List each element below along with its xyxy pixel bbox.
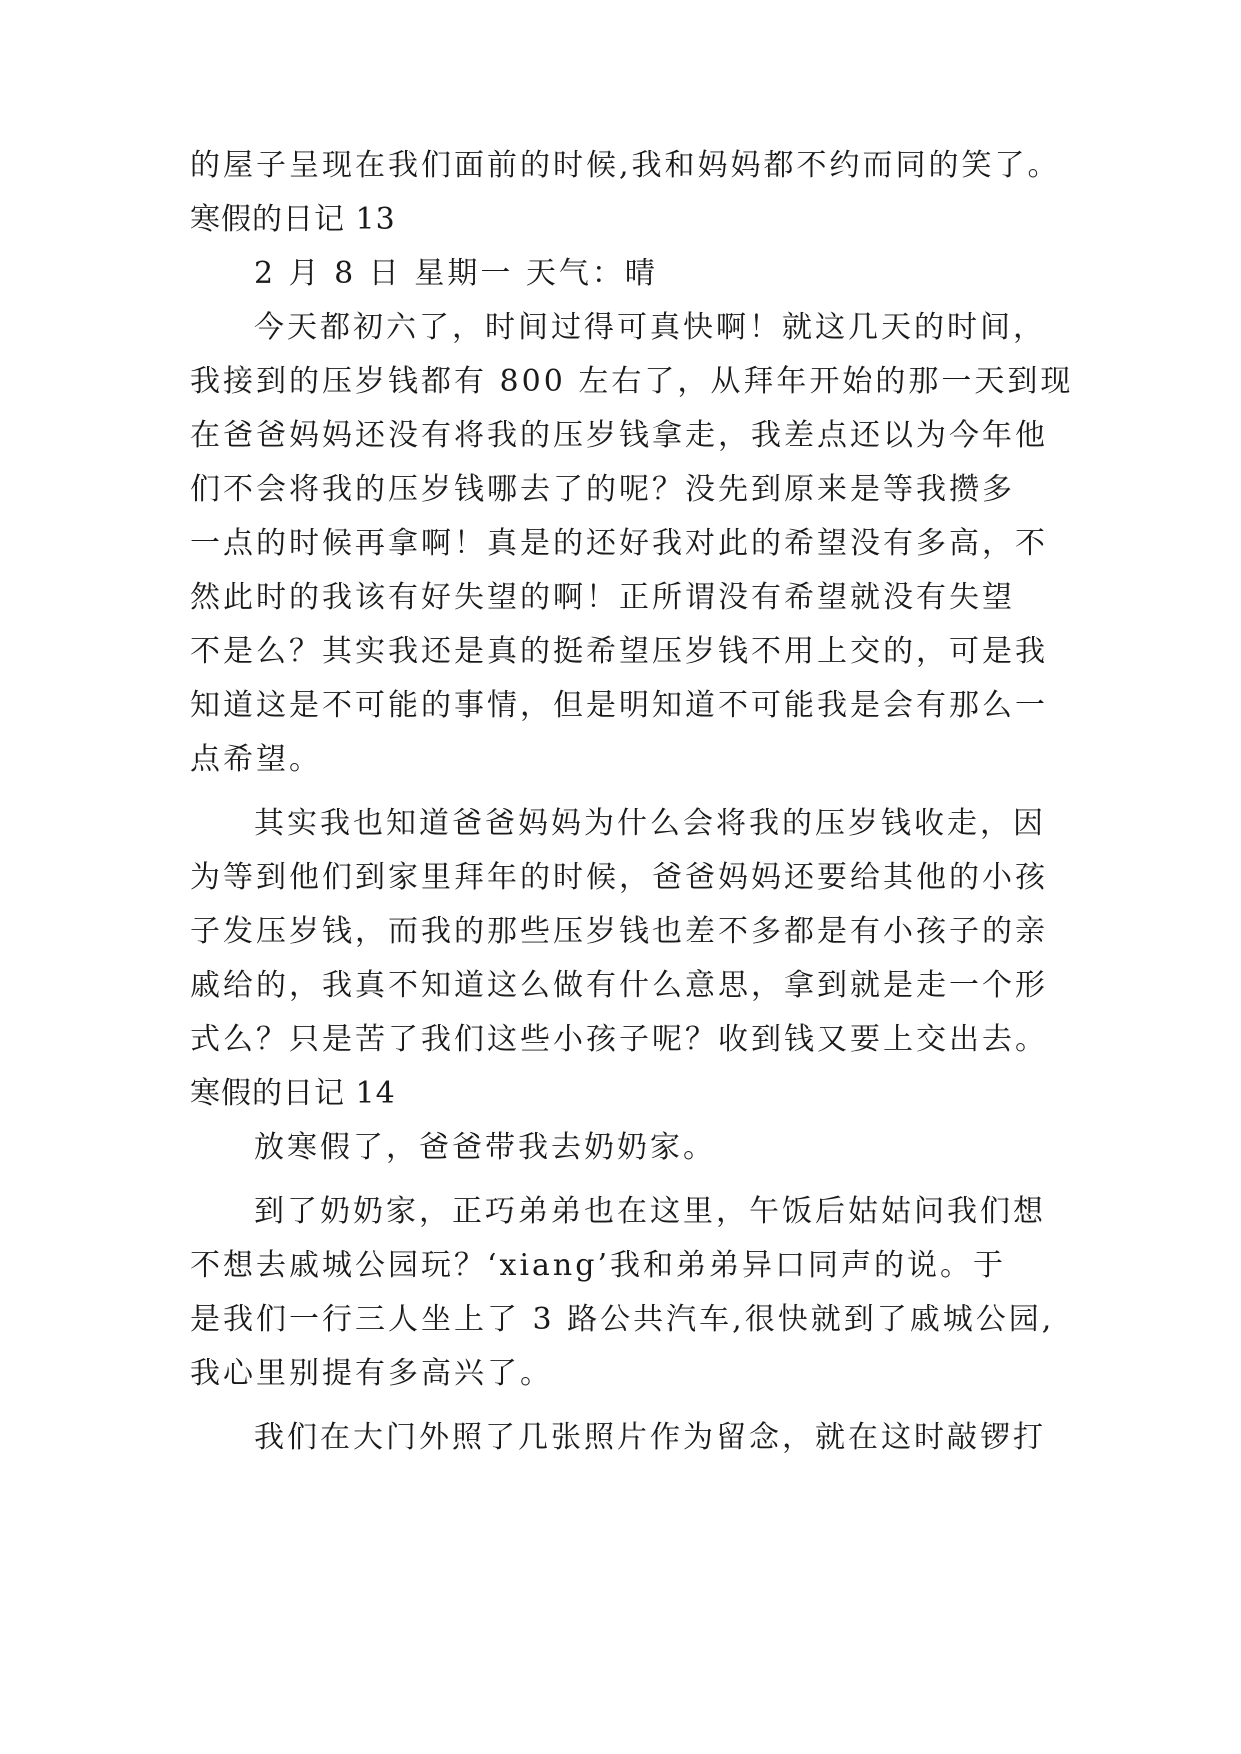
section-heading: 寒假的日记 14: [190, 1076, 396, 1111]
text-line: 戚给的，我真不知道这么做有什么意思，拿到就是走一个形: [190, 968, 1048, 1003]
text-line: 知道这是不可能的事情，但是明知道不可能我是会有那么一: [190, 688, 1048, 723]
text-line: 的屋子呈现在我们面前的时候,我和妈妈都不约而同的笑了。: [190, 148, 1061, 183]
text-line: 式么？只是苦了我们这些小孩子呢？收到钱又要上交出去。: [190, 1022, 1048, 1057]
text-line: 我心里别提有多高兴了。: [190, 1356, 553, 1391]
text-line: 在爸爸妈妈还没有将我的压岁钱拿走，我差点还以为今年他: [190, 418, 1048, 453]
text-line: 为等到他们到家里拜年的时候，爸爸妈妈还要给其他的小孩: [190, 860, 1048, 895]
diary-date-line: 2 月 8 日 星期一 天气：晴: [254, 256, 658, 291]
text-line: 放寒假了，爸爸带我去奶奶家。: [254, 1130, 716, 1165]
text-line: 到了奶奶家，正巧弟弟也在这里，午饭后姑姑问我们想: [254, 1194, 1046, 1229]
text-line: 不想去戚城公园玩？‘xiang’我和弟弟异口同声的说。于: [190, 1248, 1006, 1283]
text-line: 点希望。: [190, 742, 322, 777]
text-line: 一点的时候再拿啊！真是的还好我对此的希望没有多高，不: [190, 526, 1048, 561]
text-line: 今天都初六了，时间过得可真快啊！就这几天的时间，: [254, 310, 1046, 345]
text-line: 然此时的我该有好失望的啊！正所谓没有希望就没有失望: [190, 580, 1015, 615]
text-line: 们不会将我的压岁钱哪去了的呢？没先到原来是等我攒多: [190, 472, 1015, 507]
text-line: 我接到的压岁钱都有 800 左右了，从拜年开始的那一天到现: [190, 364, 1074, 399]
text-line: 其实我也知道爸爸妈妈为什么会将我的压岁钱收走，因: [254, 806, 1046, 841]
section-heading: 寒假的日记 13: [190, 202, 396, 237]
text-line: 不是么？其实我还是真的挺希望压岁钱不用上交的，可是我: [190, 634, 1048, 669]
text-line: 我们在大门外照了几张照片作为留念，就在这时敲锣打: [254, 1420, 1046, 1455]
text-line: 子发压岁钱，而我的那些压岁钱也差不多都是有小孩子的亲: [190, 914, 1048, 949]
text-line: 是我们一行三人坐上了 3 路公共汽车,很快就到了戚城公园,: [190, 1302, 1055, 1337]
